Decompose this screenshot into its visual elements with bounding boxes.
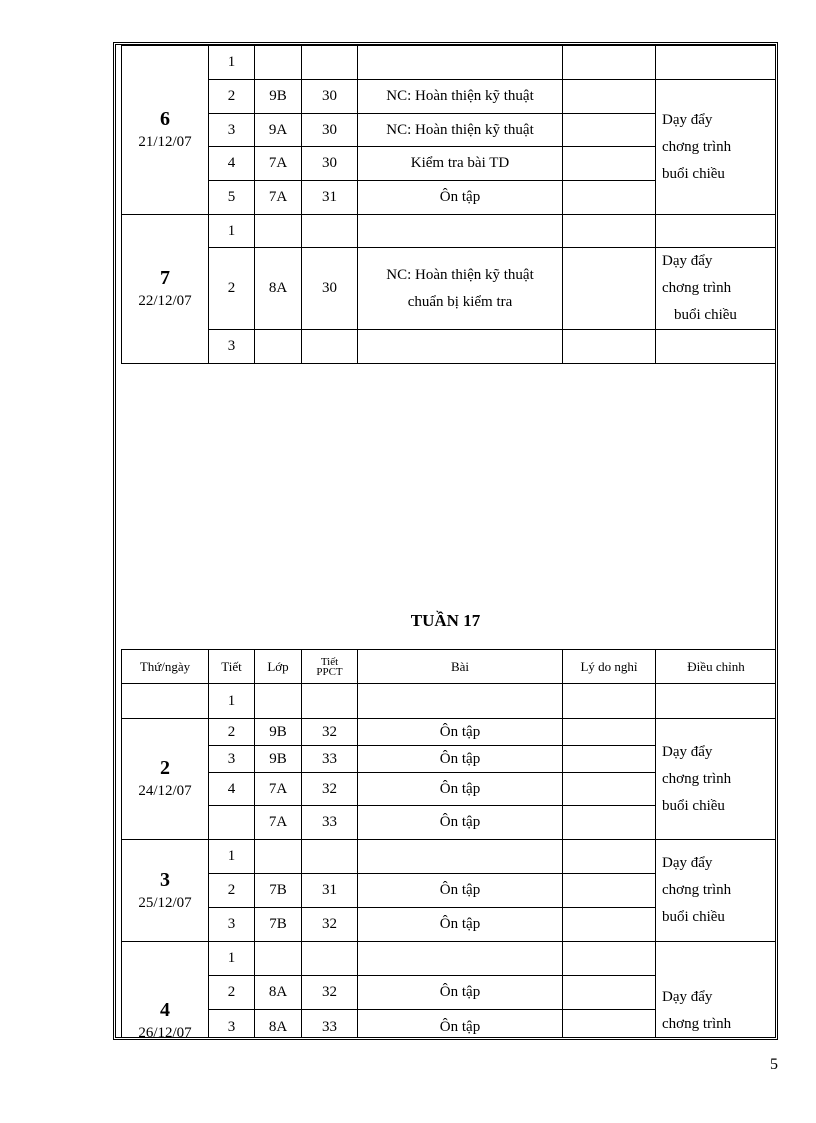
table-row	[122, 719, 777, 746]
class-cell	[255, 215, 302, 248]
absence-reason-cell	[563, 746, 656, 773]
absence-reason-cell	[563, 181, 656, 215]
absence-reason-cell	[563, 1010, 656, 1040]
lesson-cell	[358, 840, 563, 874]
table-row	[122, 215, 777, 248]
ppct-cell	[302, 215, 358, 248]
day-number: 6	[160, 108, 170, 130]
period-cell: 1	[209, 684, 255, 719]
absence-reason-cell	[563, 719, 656, 746]
ppct-cell: 31	[302, 181, 358, 215]
adjustment-cell	[656, 215, 777, 248]
absence-reason-cell	[563, 874, 656, 908]
period-cell: 3	[209, 746, 255, 773]
absence-reason-cell	[563, 147, 656, 181]
lesson-cell	[358, 330, 563, 364]
ppct-cell: 30	[302, 248, 358, 330]
table-row	[122, 840, 777, 874]
day-cell	[122, 719, 209, 840]
period-cell: 2	[209, 975, 255, 1010]
absence-reason-cell	[563, 114, 656, 147]
day-cell	[122, 684, 209, 719]
ppct-cell: 32	[302, 975, 358, 1010]
page-number: 5	[770, 1056, 778, 1073]
lesson-cell	[358, 46, 563, 80]
lesson-cell	[358, 684, 563, 719]
lesson-cell: Ôn tập	[358, 181, 563, 215]
absence-reason-cell	[563, 942, 656, 976]
class-cell: 7A	[255, 773, 302, 806]
period-cell: 3	[209, 908, 255, 942]
header-day: Thứ/ngày	[122, 650, 209, 684]
day-date: 26/12/07	[138, 1025, 192, 1040]
ppct-cell: 32	[302, 719, 358, 746]
day-number: 7	[160, 267, 170, 289]
lesson-cell: Ôn tập	[358, 806, 563, 840]
week17-schedule-table	[121, 649, 777, 1040]
day-number: 2	[160, 757, 170, 779]
ppct-cell: 33	[302, 806, 358, 840]
absence-reason-cell	[563, 684, 656, 719]
period-cell: 2	[209, 874, 255, 908]
class-cell: 7A	[255, 806, 302, 840]
lesson-cell: Ôn tập	[358, 719, 563, 746]
day-cell	[122, 46, 209, 215]
ppct-cell: 32	[302, 908, 358, 942]
day-date: 24/12/07	[138, 783, 192, 799]
absence-reason-cell	[563, 975, 656, 1010]
day-cell	[122, 942, 209, 1041]
class-cell	[255, 46, 302, 80]
period-cell: 3	[209, 330, 255, 364]
ppct-cell	[302, 942, 358, 976]
day-number: 3	[160, 868, 170, 891]
absence-reason-cell	[563, 80, 656, 114]
adjustment-note: Dạy đẩy chơng trình buổi chiều	[656, 80, 777, 215]
adjustment-cell	[656, 46, 777, 80]
class-cell: 7B	[255, 908, 302, 942]
absence-reason-cell	[563, 46, 656, 80]
table-row	[122, 46, 777, 80]
lesson-cell: Ôn tập	[358, 1010, 563, 1040]
day-date: 22/12/07	[138, 293, 192, 309]
absence-reason-cell	[563, 773, 656, 806]
period-cell: 1	[209, 942, 255, 976]
absence-reason-cell	[563, 215, 656, 248]
lesson-cell: Ôn tập	[358, 908, 563, 942]
ppct-cell	[302, 46, 358, 80]
ppct-cell: 33	[302, 1010, 358, 1040]
day-date: 25/12/07	[138, 894, 192, 911]
period-cell: 2	[209, 80, 255, 114]
adjustment-note: Dạy đẩy chơng trình buổi chiều	[656, 248, 777, 330]
period-cell: 1	[209, 840, 255, 874]
lesson-cell: NC: Hoàn thiện kỹ thuật	[358, 114, 563, 147]
period-cell: 2	[209, 248, 255, 330]
absence-reason-cell	[563, 908, 656, 942]
ppct-cell: 30	[302, 80, 358, 114]
class-cell	[255, 330, 302, 364]
header-lesson: Bài	[358, 650, 563, 684]
ppct-cell: 33	[302, 746, 358, 773]
class-cell: 7B	[255, 874, 302, 908]
week16-schedule-table	[121, 45, 777, 364]
period-cell: 1	[209, 215, 255, 248]
table-row	[122, 684, 777, 719]
week-title: TUẦN 17	[410, 611, 481, 630]
header-period: Tiết	[209, 650, 255, 684]
adjustment-cell	[656, 330, 777, 364]
lesson-cell: Ôn tập	[358, 746, 563, 773]
table-row	[122, 330, 777, 364]
class-cell: 8A	[255, 975, 302, 1010]
header-ppct: Tiết PPCT	[302, 650, 358, 684]
period-cell: 3	[209, 1010, 255, 1040]
class-cell: 9B	[255, 719, 302, 746]
ppct-cell: 31	[302, 874, 358, 908]
period-cell: 4	[209, 773, 255, 806]
lesson-cell: Ôn tập	[358, 975, 563, 1010]
class-cell: 7A	[255, 181, 302, 215]
lesson-cell: NC: Hoàn thiện kỹ thuật	[358, 80, 563, 114]
ppct-cell: 32	[302, 773, 358, 806]
class-cell: 9A	[255, 114, 302, 147]
class-cell: 8A	[255, 248, 302, 330]
ppct-cell: 30	[302, 147, 358, 181]
header-absence-reason: Lý do nghỉ	[563, 650, 656, 684]
adjustment-note: Dạy đẩy chơng trình	[656, 942, 777, 1041]
header-class: Lớp	[255, 650, 302, 684]
absence-reason-cell	[563, 806, 656, 840]
table-row	[122, 942, 777, 976]
lesson-cell: NC: Hoàn thiện kỹ thuật chuẩn bị kiểm tra	[358, 248, 563, 330]
class-cell	[255, 840, 302, 874]
adjustment-note: Dạy đẩy chơng trình buổi chiều	[656, 840, 777, 942]
absence-reason-cell	[563, 330, 656, 364]
page-frame	[113, 42, 778, 1040]
lesson-cell	[358, 942, 563, 976]
ppct-cell	[302, 684, 358, 719]
ppct-cell	[302, 330, 358, 364]
period-cell	[209, 806, 255, 840]
period-cell: 2	[209, 719, 255, 746]
day-cell	[122, 215, 209, 364]
period-cell: 5	[209, 181, 255, 215]
class-cell: 9B	[255, 80, 302, 114]
day-date: 21/12/07	[138, 134, 192, 150]
adjustment-note: Dạy đẩy chơng trình buổi chiều	[656, 719, 777, 840]
ppct-cell	[302, 840, 358, 874]
absence-reason-cell	[563, 248, 656, 330]
class-cell: 7A	[255, 147, 302, 181]
period-cell: 1	[209, 46, 255, 80]
table-header-row	[122, 650, 777, 684]
lesson-cell	[358, 215, 563, 248]
period-cell: 4	[209, 147, 255, 181]
lesson-cell: Ôn tập	[358, 773, 563, 806]
adjustment-cell	[656, 684, 777, 719]
period-cell: 3	[209, 114, 255, 147]
table-row	[122, 80, 777, 114]
class-cell: 9B	[255, 746, 302, 773]
class-cell	[255, 942, 302, 976]
header-adjustment: Điều chỉnh	[656, 650, 777, 684]
day-number: 4	[160, 999, 170, 1021]
lesson-cell: Ôn tập	[358, 874, 563, 908]
class-cell	[255, 684, 302, 719]
absence-reason-cell	[563, 840, 656, 874]
lesson-cell: Kiểm tra bài TD	[358, 147, 563, 181]
ppct-cell: 30	[302, 114, 358, 147]
class-cell: 8A	[255, 1010, 302, 1040]
day-cell	[122, 840, 209, 942]
table-row	[122, 248, 777, 330]
